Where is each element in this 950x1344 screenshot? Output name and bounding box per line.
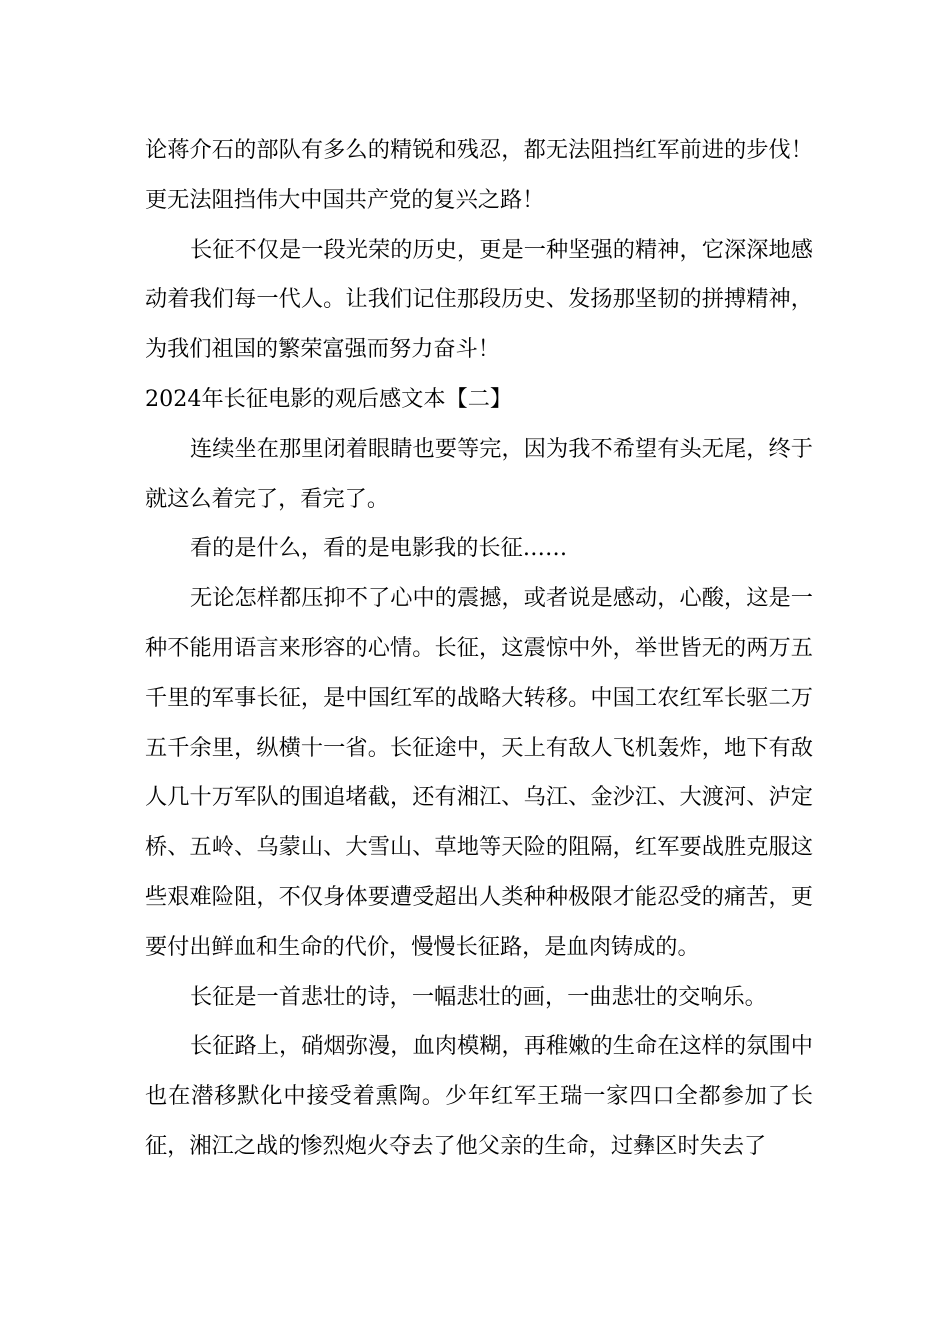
paragraph-5: 无论怎样都压抑不了心中的震撼，或者说是感动，心酸，这是一种不能用语言来形容的心情。长征，这震惊中外，举世皆无的两万五千里的军事长征，是中国红军的战略大转移。中国工农红军长驱二万五千余里，纵横十一省。长征途中，天上有敌人飞机轰炸，地下有敌人几十万军队的围追堵截，还有湘江、乌江、金沙江、大渡河、泸定桥、五岭、乌蒙山、大雪山、草地等天险的阻隔，红军要战胜克服这些艰难险阻，不仅身体要遭受超出人类种种极限才能忍受的痛苦，更要付出鲜血和生命的代价，慢慢长征路，是血肉铸成的。: [145, 585, 813, 960]
paragraph-1: 论蒋介石的部队有多么的精锐和残忍，都无法阻挡红军前进的步伐！更无法阻挡伟大中国共产党的复兴之路！: [145, 137, 813, 213]
paragraph-6: 长征是一首悲壮的诗，一幅悲壮的画，一曲悲壮的交响乐。: [190, 983, 767, 1010]
section-heading: 2024年长征电影的观后感文本【二】: [145, 385, 513, 412]
paragraph-7: 长征路上，硝烟弥漫，血肉模糊，再稚嫩的生命在这样的氛围中也在潜移默化中接受着熏陶。少年红军王瑞一家四口全都参加了长征，湘江之战的惨烈炮火夺去了他父亲的生命，过彝区时失去了: [145, 1033, 813, 1159]
paragraph-2: 长征不仅是一段光荣的历史，更是一种坚强的精神，它深深地感动着我们每一代人。让我们记住那段历史、发扬那坚韧的拼搏精神，为我们祖国的繁荣富强而努力奋斗！: [145, 236, 813, 363]
paragraph-3: 连续坐在那里闭着眼睛也要等完，因为我不希望有头无尾，终于就这么着完了，看完了。: [145, 435, 813, 512]
paragraph-4: 看的是什么，看的是电影我的长征……: [190, 535, 568, 562]
document-body: [145, 126, 813, 1172]
